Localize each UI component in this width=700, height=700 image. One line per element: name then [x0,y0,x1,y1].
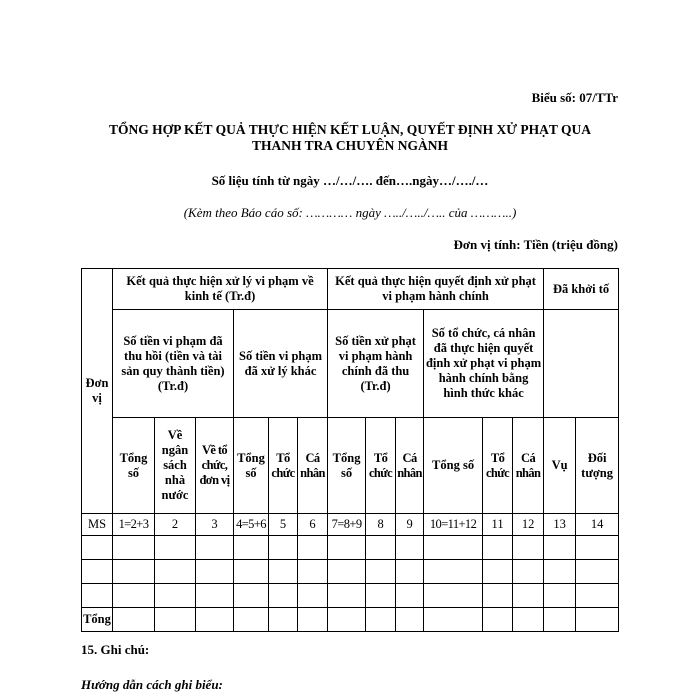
table-row [82,536,619,560]
col-subject: Đối tượng [576,418,619,514]
header-other: Số tiền vi phạm đã xử lý khác [234,310,328,418]
ms-code: 12 [513,514,544,536]
form-code: Biểu số: 07/TTr [531,90,618,105]
header-prosecuted: Đã khởi tố [544,269,619,310]
col-total: Tổng số [328,418,366,514]
ms-code: 5 [269,514,298,536]
ms-code: 9 [396,514,424,536]
ms-code: 4=5+6 [234,514,269,536]
unit-label: Đơn vị tính: Tiền (triệu đồng) [453,237,618,252]
total-label: Tổng [82,608,113,632]
ms-code: 13 [544,514,576,536]
note-label: 15. Ghi chú: [81,642,150,657]
col-case: Vụ [544,418,576,514]
table-row [82,560,619,584]
col-org: Tổ chức [269,418,298,514]
col-org-unit: Về tổ chức, đơn vị [196,418,234,514]
ms-code: 1=2+3 [113,514,155,536]
table-row [82,584,619,608]
ms-code: 7=8+9 [328,514,366,536]
header-recovered: Số tiền vi phạm đã thu hồi (tiền và tài sản quy thành tiền) (Tr.đ) [113,310,234,418]
header-fines: Số tiền xử phạt vi phạm hành chính đã thu (Tr.đ) [328,310,424,418]
ms-code: 14 [576,514,619,536]
attachment-note: (Kèm theo Báo cáo số: ………… ngày …../…../….. của ………..) [183,205,517,220]
ms-code: 3 [196,514,234,536]
report-table [81,268,619,632]
header-orgs: Số tổ chức, cá nhân đã thực hiện quyết định xử phạt vi phạm hành chính bằng hình thức khác [424,310,544,418]
header-economic: Kết quả thực hiện xử lý vi phạm về kinh tế (Tr.đ) [113,269,328,310]
col-total: Tổng số [234,418,269,514]
col-budget: Về ngân sách nhà nước [155,418,196,514]
ms-code: 8 [366,514,396,536]
col-total: Tổng số [424,418,483,514]
report-period: Số liệu tính từ ngày …/…/…. đến….ngày…/…./… [211,173,489,188]
ms-label: MS [82,514,113,536]
total-row [82,608,619,632]
header-unit: Đơn vị [82,269,113,514]
col-individual: Cá nhân [298,418,328,514]
header-admin: Kết quả thực hiện quyết định xử phạt vi phạm hành chính [328,269,544,310]
col-individual: Cá nhân [396,418,424,514]
col-org: Tổ chức [366,418,396,514]
col-individual: Cá nhân [513,418,544,514]
col-total: Tổng số [113,418,155,514]
ms-code: 11 [483,514,513,536]
header-prosecuted-blank [544,310,619,418]
ms-code: 2 [155,514,196,536]
title-line-1: TỔNG HỢP KẾT QUẢ THỰC HIỆN KẾT LUẬN, QUYẾT ĐỊNH XỬ PHẠT QUA [109,122,591,137]
report-title [90,122,610,154]
ms-code: 10=11+12 [424,514,483,536]
title-line-2: THANH TRA CHUYÊN NGÀNH [252,138,448,153]
ms-code: 6 [298,514,328,536]
guide-label: Hướng dẫn cách ghi biểu: [81,677,223,692]
col-org: Tổ chức [483,418,513,514]
